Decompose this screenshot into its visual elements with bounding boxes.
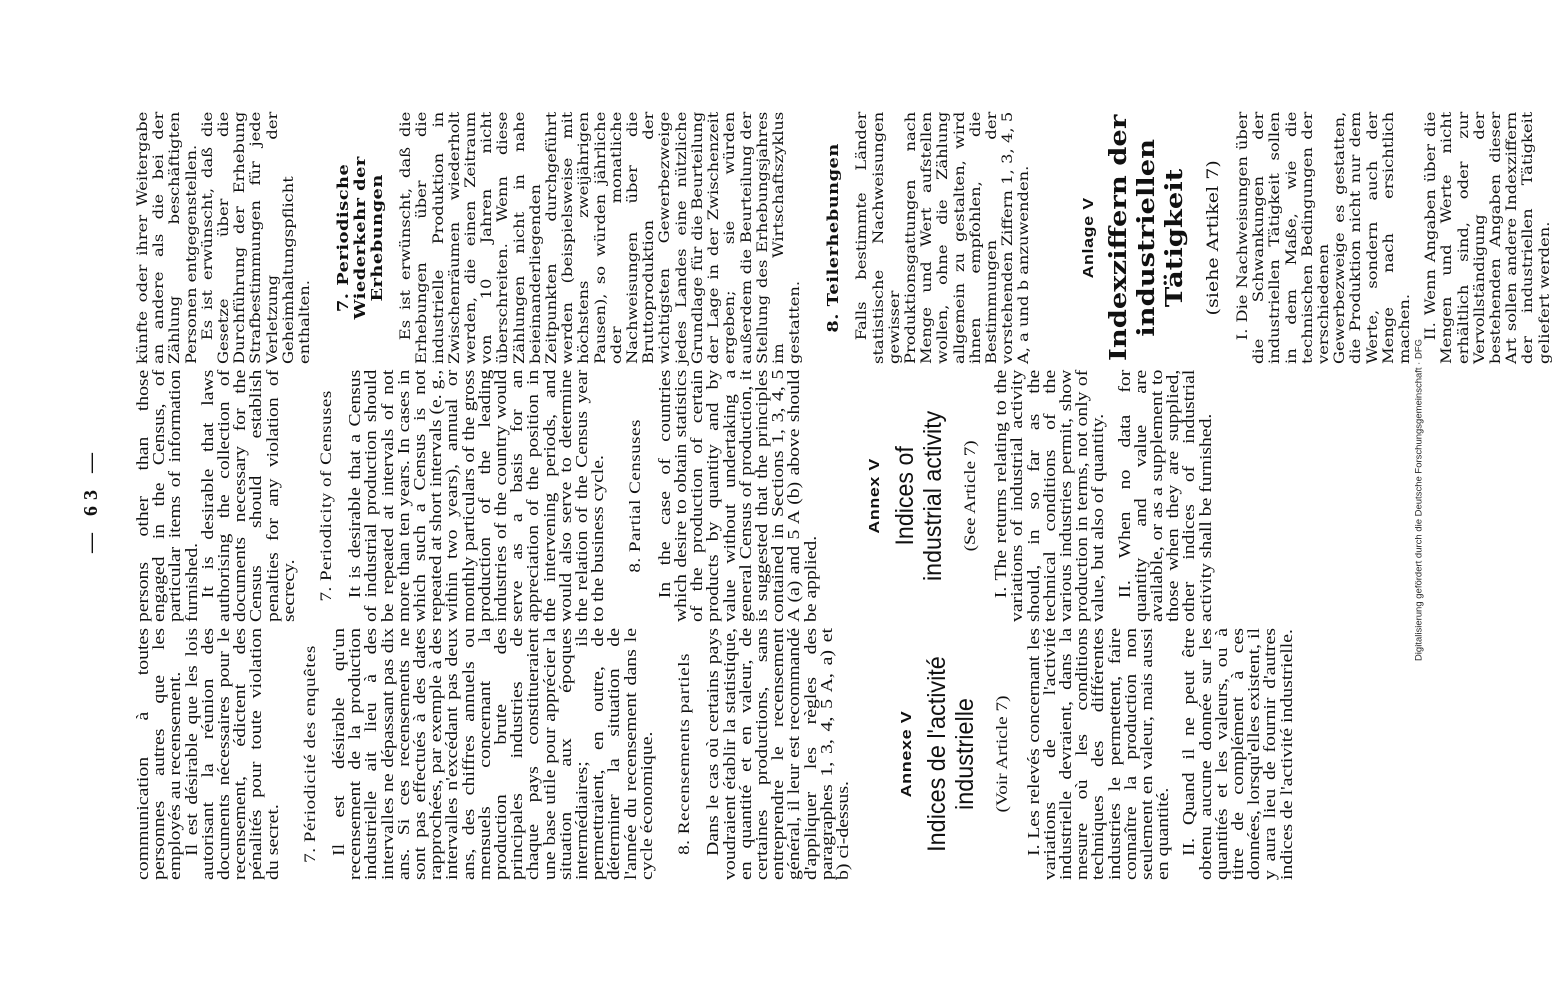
german-annex-ref: (siehe Artikel 7): [1202, 160, 1222, 316]
german-section7-heading: 7. Periodische Wiederkehr der Erhebungen: [334, 156, 387, 320]
french-continuation: communication à toutes personnes autres que les employés au recensement.: [133, 628, 185, 880]
english-annex-label: Annex V: [865, 458, 883, 534]
german-secrecy-paragraph: Es ist erwünscht, daß die Gesetze über die Durchführung der Erhebung Strafbestimmungen für jede Verletzung der Geheimhaltungspflicht enthalten.: [199, 111, 314, 364]
german-column-frame: [135, 109, 1553, 364]
german-section7-text: Es ist erwünscht, daß die Erhebungen über die industrielle Produktion in Zwischenräumen wiederholt werden, die einen Zeitraum von 10 Jahren nicht überschreiten. Wenn diese Zählungen nicht in nahe beieinanderliegenden Zeitpunkten durchgeführt werden (beispielsweise mit höchstens zweijährigen Pausen), so würden jährliche oder monatliche Nachweisungen über die Bruttoproduktion der wichtigsten Gewerbezweige jedes Landes eine nützliche Grundlage für die Beurteilung der Lage in der Zwischenzeit ergeben; sie würden außerdem die Beurteilung der Stellung des Erhebungsjahres im Wirtschaftszyklus gestatten.: [398, 111, 804, 364]
french-annex-label: Annexe V: [898, 710, 916, 798]
english-section8-text: In the case of countries which desire to obtain statistics of the production of certain products by quantity and by value without undertaking a general Census of production, it is suggested that the principles contained in Sections 1, 3, 4, 5 A (a) and 5 A (b) above should be applied.: [654, 369, 820, 622]
german-continuation: künfte oder ihrer Weitergabe an andere als die bei der Zählung beschäftigten Personen entgegenstellen.: [135, 111, 200, 364]
german-annex-title: Indexziffern der industriellen Tätigkeit: [1104, 114, 1188, 361]
english-annex-title: Indices of industrial activity: [890, 410, 947, 581]
french-section7-heading: 7. Périodicité des enquêtes: [301, 645, 319, 863]
english-section7-text: It is desirable that a Census of industrial production should be repeated at intervals of not more than ten years. In cases in which such a Census is not repeated at short intervals (e. g., within two years), annual or monthly particulars of the gross production of the leading industries of the country would serve as a basis for an appreciation of the position in the intervening periods, and would also serve to determine the relation of the Census year to the business cycle.: [345, 369, 608, 622]
french-annex-paragraph-2: II. Quand il ne peut être obtenu aucune donnée sur les quantités et les valeurs, ou à titre de complément à ces données, lorsqu'elles existent, il y aura lieu de fournir d'autres indices de l'activité industrielle.: [1179, 628, 1296, 880]
english-section8-heading: 8. Partial Censuses: [627, 419, 645, 573]
french-annex-ref: (Voir Article 7): [994, 695, 1012, 813]
english-secrecy-paragraph: It is desirable that laws authorising the collection of documents necessary for the Census should establish penalties for any violation of secrecy.: [197, 369, 298, 622]
german-section8-heading: 8. Teilerhebungen: [824, 143, 843, 333]
english-column-frame: [135, 367, 1280, 622]
english-annex-ref: (See Article 7): [961, 440, 979, 552]
french-annex-title: Indices de l'activité industrielle: [923, 656, 980, 852]
french-section7-text: Il est désirable qu'un recensement de la production industrielle ait lieu à des intervalles ne dépassant pas dix ans. Si ces recensements ne sont pas effectués à des dates rapprochées, par exemple à des intervalles n'excédant pas deux ans, des chiffres annuels ou mensuels concernant la production brute des principales industries de chaque pays constitueraient une base utile pour apprécier la situation aux époques intermédiaires; ils permettraient, en outre, de déterminer la situation de l'année du recensement dans le cycle économique.: [329, 628, 656, 880]
french-annex-paragraph-1: I. Les relevés concernant les variations de l'activité industrielle devraient, dans la mesure où les conditions techniques des différentes industries le permettent, faire connaître la production non seulement en valeur, mais aussi en quantité.: [1023, 628, 1173, 880]
dfg-funding-note-text: Digitalisierung gefördert durch die Deutsche Forschungsgemeinschaft · DFG: [1413, 338, 1425, 662]
french-section8-text: Dans le cas où certains pays voudraient établir la statistique, en quantité et en valeur, de certaines productions, sans entreprendre le recensement général, il leur est recommandé d'appliquer les règles des paragraphes 1, 3, 4, 5 A, a) et b) ci-dessus.: [703, 628, 852, 880]
english-continuation: persons other than those engaged in the Census, of particular items of information furnished.: [133, 369, 201, 622]
english-annex-paragraph-1: I. The returns relating to the variations of industrial activity should, in so far as the technical conditions of the various industries permit, show production in terms, not only of value, but also of quantity.: [991, 369, 1108, 622]
english-section7-heading: 7. Periodicity of Censuses: [318, 390, 336, 602]
dfg-funding-note: [1410, 10, 1428, 990]
french-section8-heading: 8. Recensements partiels: [676, 653, 694, 855]
page-number: — 63 —: [80, 447, 102, 553]
german-annex-paragraph-1: I. Die Nachweisungen über die Schwankungen der industriellen Tätigkeit sollen in dem Maße, wie die technischen Bedingungen der verschiedenen Gewerbezweige es gestatten, die Produktion nicht nur dem Werte, sondern auch der Menge nach ersichtlich machen.: [1234, 111, 1413, 364]
german-annex-label: Anlage V: [1079, 197, 1097, 279]
english-annex-paragraph-2: II. When no data for quantity and value are available, or as a supplement to those when they are supplied, other indices of industrial activity shall be furnished.: [1114, 369, 1215, 622]
german-section8-text: Falls bestimmte Länder statistische Nachweisungen gewisser Produktionsgattungen nach Menge und Wert aufstellen wollen, ohne die Zählung allgemein zu gestalten, wird ihnen empfohlen, die Bestimmungen der vorstehenden Ziffern 1, 3, 4, 5 A, a und b anzuwenden.: [854, 111, 1033, 364]
french-column-frame: [133, 625, 1296, 880]
french-column: [135, 628, 1295, 880]
german-annex-paragraph-2: II. Wenn Angaben über die Mengen und Werte nicht erhältlich sind, oder zur Vervollständigung der bestehenden Angaben dieser Art sollen andere Indexziffern der industriellen Tätigkeit geliefert werden.: [1423, 111, 1553, 364]
german-column: [135, 112, 1553, 364]
english-column: [135, 370, 1214, 622]
french-secrecy-paragraph: Il est désirable que les lois autorisant la réunion des documents nécessaires pour le recensement, édictent des pénalités pour toute violation du secret.: [181, 628, 282, 880]
